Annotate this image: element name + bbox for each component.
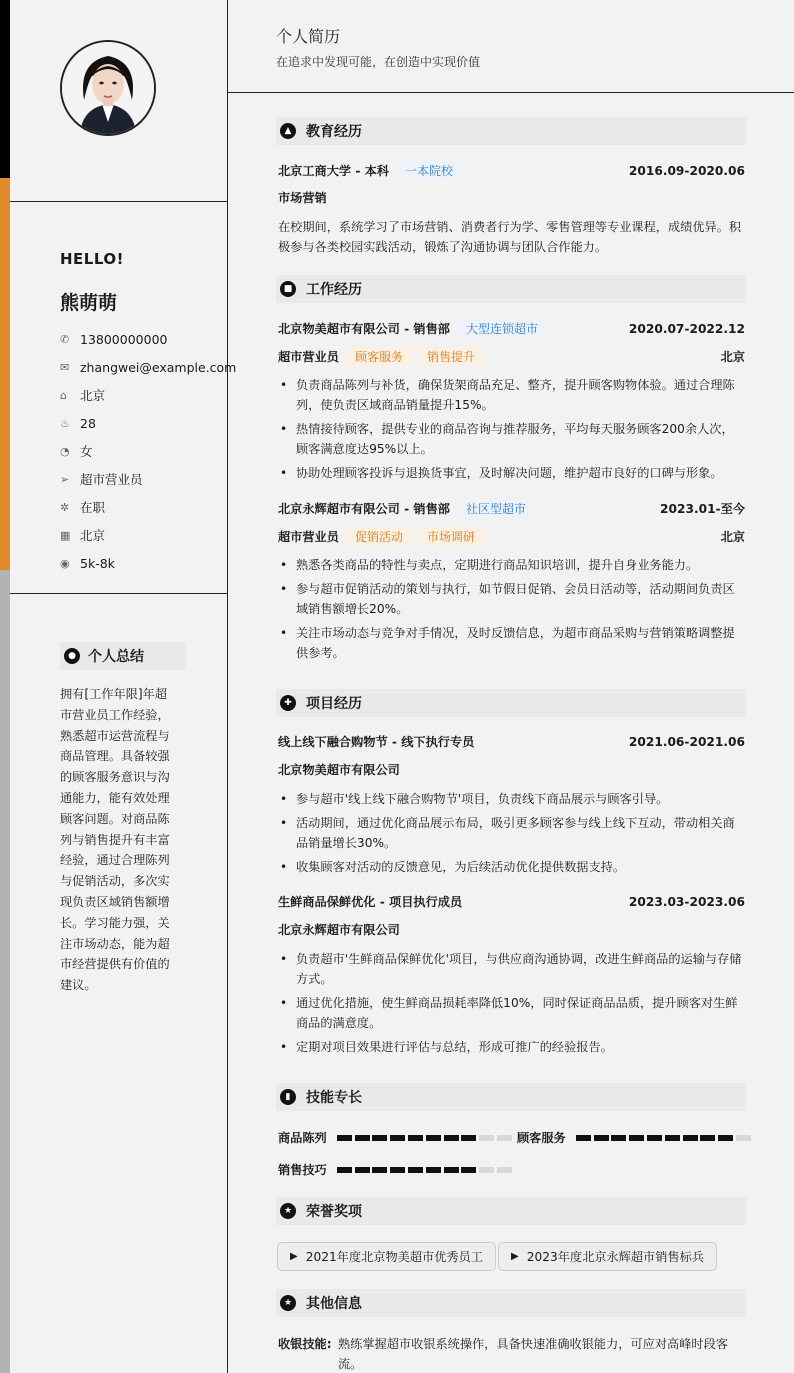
list-item: • 关注市场动态与竞争对手情况，及时反馈信息，为超市商品采购与营销策略调整提供参考。 [278, 623, 745, 663]
skill-item [517, 1129, 754, 1146]
phone-icon: ✆ [60, 332, 70, 346]
skill-level-bar [337, 1135, 515, 1141]
info-text: 28 [80, 415, 96, 431]
award-item [277, 1242, 496, 1271]
project-date: 2021.06-2021.06 [628, 734, 745, 749]
other-label: 收银技能: [278, 1337, 332, 1351]
play-icon: ▶ [511, 1251, 519, 1262]
award-text: 2023年度北京永辉超市销售标兵 [526, 1250, 704, 1264]
list-item: • 参与超市'线上线下融合购物节'项目，负责线下商品展示与顾客引导。 [278, 789, 745, 809]
info-text: 5k-8k [80, 555, 115, 571]
contact-info-list [60, 325, 236, 577]
company-name: 北京物美超市有限公司 - 销售部 [278, 322, 450, 336]
avatar-section [10, 0, 227, 202]
award-item [498, 1242, 717, 1271]
home-icon: ⌂ [60, 388, 67, 402]
list-item: • 负责商品陈列与补货，确保货架商品充足、整齐，提升顾客购物体验。通过合理陈列，使负责区域商品销量提升15%。 [278, 375, 745, 415]
section-title: 项目经历 [306, 696, 362, 712]
info-text: 北京 [80, 528, 106, 543]
award-text: 2021年度北京物美超市优秀员工 [305, 1250, 483, 1264]
job-row [278, 499, 745, 518]
skills-heading [276, 1083, 746, 1111]
skill-level-segment [647, 1135, 662, 1141]
building-icon: ▦ [60, 528, 71, 542]
info-email [60, 353, 236, 381]
skill-level-segment [665, 1135, 680, 1141]
skill-level-segment [594, 1135, 609, 1141]
gender-icon: ◔ [60, 444, 70, 458]
list-item: • 收集顾客对活动的反馈意见，为后续活动优化提供数据支持。 [278, 857, 745, 877]
info-age [60, 409, 236, 437]
awards-heading [276, 1197, 746, 1225]
skill-level-segment [408, 1167, 423, 1173]
other-heading [276, 1289, 746, 1317]
skill-level-segment [372, 1135, 387, 1141]
role-row [278, 347, 745, 366]
info-gender [60, 437, 236, 465]
sidebar-divider [10, 593, 228, 594]
role: 超市营业员 [278, 530, 339, 544]
info-phone [60, 325, 236, 353]
skill-level-segment [683, 1135, 698, 1141]
slogan: 在追求中发现可能，在创造中实现价值 [276, 55, 481, 69]
skill-level-segment [576, 1135, 591, 1141]
skill-name: 商品陈列 [278, 1131, 327, 1145]
skill-level-segment [372, 1167, 387, 1173]
role-row [278, 527, 745, 546]
info-text: 超市营业员 [80, 472, 143, 487]
role-tag: 销售提升 [419, 347, 483, 366]
job-bullets [278, 555, 745, 667]
education-row [278, 161, 745, 180]
skill-item [278, 1129, 515, 1146]
role-tag: 顾客服务 [347, 347, 411, 366]
skill-level-segment [444, 1135, 459, 1141]
job-city: 北京 [720, 350, 745, 364]
list-item: • 熟悉各类商品的特性与卖点，定期进行商品知识培训，提升自身业务能力。 [278, 555, 745, 575]
role-tag: 促销活动 [347, 527, 411, 546]
job-city: 北京 [720, 530, 745, 544]
project-bullets [278, 949, 745, 1061]
skill-level-segment [426, 1167, 441, 1173]
resume-header [228, 0, 794, 93]
skill-level-segment [461, 1135, 476, 1141]
skill-level-segment [355, 1167, 370, 1173]
list-item: • 热情接待顾客，提供专业的商品咨询与推荐服务，平均每天服务顾客200余人次，顾客满意度达95%以上。 [278, 419, 745, 459]
section-title: 其他信息 [306, 1296, 362, 1312]
info-text: zhangwei@example.com [80, 359, 237, 375]
section-title: 技能专长 [306, 1090, 362, 1106]
project-company-row [278, 921, 745, 938]
summary-title: 个人总结 [88, 649, 144, 665]
bar-chart-icon: ▮ [280, 1089, 296, 1105]
job-date: 2023.01-至今 [660, 502, 745, 516]
summary-heading [60, 642, 186, 670]
section-title: 荣誉奖项 [306, 1204, 362, 1220]
job-date: 2020.07-2022.12 [628, 321, 745, 336]
project-row [278, 733, 745, 750]
main-content [228, 0, 794, 1371]
info-text: 在职 [80, 500, 106, 515]
skill-level-segment [408, 1135, 423, 1141]
list-item: • 通过优化措施，使生鲜商品损耗率降低10%，同时保证商品品质，提升顾客对生鲜商品的满意度。 [278, 993, 745, 1033]
company-tag: 社区型超市 [458, 499, 534, 518]
other-text: 熟练掌握超市收银系统操作，具备快速准确收银能力，可应对高峰时段客流。 [338, 1337, 728, 1371]
info-location [60, 381, 236, 409]
education-description: 在校期间，系统学习了市场营销、消费者行为学、零售管理等专业课程，成绩优异。积极参与各类校园实践活动，锻炼了沟通协调与团队合作能力。 [278, 220, 742, 254]
skill-level-segment [461, 1167, 476, 1173]
skill-level-segment [611, 1135, 626, 1141]
project-date: 2023.03-2023.06 [628, 894, 745, 909]
play-icon: ▶ [290, 1251, 298, 1262]
work-heading [276, 275, 746, 303]
skill-level-bar [576, 1135, 754, 1141]
skill-level-segment [736, 1135, 751, 1141]
info-text: 北京 [80, 388, 106, 403]
section-title: 工作经历 [306, 282, 362, 298]
user-icon: ● [64, 648, 80, 664]
summary-text: 拥有[工作年限]年超市营业员工作经验，熟悉超市运营流程与商品管理。具备较强的顾客服务意识与沟通能力，能有效处理顾客问题。对商品陈列与销售提升有丰富经验，通过合理陈列与促销活动，多次实现负责区域销售额增长。学习能力强，关注市场动态，能为超市经营提供有价值的建议。 [60, 687, 170, 993]
skill-level-segment [426, 1135, 441, 1141]
list-item: • 负责超市'生鲜商品保鲜优化'项目，与供应商沟通协调，改进生鲜商品的运输与存储方式。 [278, 949, 745, 989]
section-title: 教育经历 [306, 124, 362, 140]
skill-item [278, 1161, 515, 1178]
project-name: 线上线下融合购物节 - 线下执行专员 [278, 735, 475, 749]
project-company: 北京永辉超市有限公司 [278, 923, 400, 937]
skill-level-segment [337, 1135, 352, 1141]
info-city [60, 521, 236, 549]
education-heading [276, 117, 746, 145]
skill-name: 销售技巧 [278, 1163, 327, 1177]
accent-strip [0, 0, 10, 1373]
skill-level-segment [479, 1167, 494, 1173]
info-status [60, 493, 236, 521]
project-company-row [278, 761, 745, 778]
info-position [60, 465, 236, 493]
other-info-row [278, 1334, 745, 1373]
skill-name: 顾客服务 [517, 1131, 566, 1145]
skill-level-segment [337, 1167, 352, 1173]
avatar [60, 40, 156, 136]
job-bullets [278, 375, 745, 487]
major-row [278, 189, 745, 206]
info-text: 13800000000 [80, 331, 168, 347]
school-name: 北京工商大学 - 本科 [278, 164, 390, 178]
page-title: 个人简历 [276, 27, 341, 46]
skill-level-segment [444, 1167, 459, 1173]
skill-level-segment [355, 1135, 370, 1141]
skill-level-segment [497, 1135, 512, 1141]
skill-level-segment [700, 1135, 715, 1141]
graduation-cap-icon: ▲ [280, 123, 296, 139]
company-tag: 大型连锁超市 [458, 319, 546, 338]
list-item: • 参与超市促销活动的策划与执行，如节假日促销、会员日活动等，活动期间负责区域销售额增长20%。 [278, 579, 745, 619]
candidate-name: 熊萌萌 [60, 292, 118, 314]
hello-heading: HELLO! [60, 250, 124, 268]
salary-icon: ◉ [60, 556, 70, 570]
company-name: 北京永辉超市有限公司 - 销售部 [278, 502, 450, 516]
skill-level-bar [337, 1167, 515, 1173]
star-icon: ★ [280, 1295, 296, 1311]
skill-level-segment [479, 1135, 494, 1141]
role-tag: 市场调研 [419, 527, 483, 546]
projects-heading [276, 689, 746, 717]
skill-level-segment [390, 1167, 405, 1173]
list-item: • 活动期间，通过优化商品展示布局，吸引更多顾客参与线上线下互动，带动相关商品销量增长30%。 [278, 813, 745, 853]
grid-icon: ✚ [280, 695, 296, 711]
job-row [278, 319, 745, 338]
briefcase-icon: ■ [280, 281, 296, 297]
project-name: 生鲜商品保鲜优化 - 项目执行成员 [278, 895, 463, 909]
skill-level-segment [718, 1135, 733, 1141]
skill-level-segment [629, 1135, 644, 1141]
skill-level-segment [390, 1135, 405, 1141]
send-icon: ➢ [60, 472, 70, 486]
project-company: 北京物美超市有限公司 [278, 763, 400, 777]
project-row [278, 893, 745, 910]
list-item: • 定期对项目效果进行评估与总结，形成可推广的经验报告。 [278, 1037, 745, 1057]
skill-level-segment [497, 1167, 512, 1173]
mail-icon: ✉ [60, 360, 70, 374]
sidebar [10, 0, 237, 1373]
major: 市场营销 [278, 191, 327, 205]
education-date: 2016.09-2020.06 [628, 163, 745, 178]
role: 超市营业员 [278, 350, 339, 364]
project-bullets [278, 789, 745, 881]
cake-icon: ♨ [60, 416, 70, 430]
status-icon: ✲ [60, 500, 70, 514]
school-tag: 一本院校 [397, 161, 461, 180]
list-item: • 协助处理顾客投诉与退换货事宜，及时解决问题，维护超市良好的口碑与形象。 [278, 463, 745, 483]
info-text: 女 [80, 444, 93, 459]
info-salary [60, 549, 236, 577]
medal-icon: ★ [280, 1203, 296, 1219]
